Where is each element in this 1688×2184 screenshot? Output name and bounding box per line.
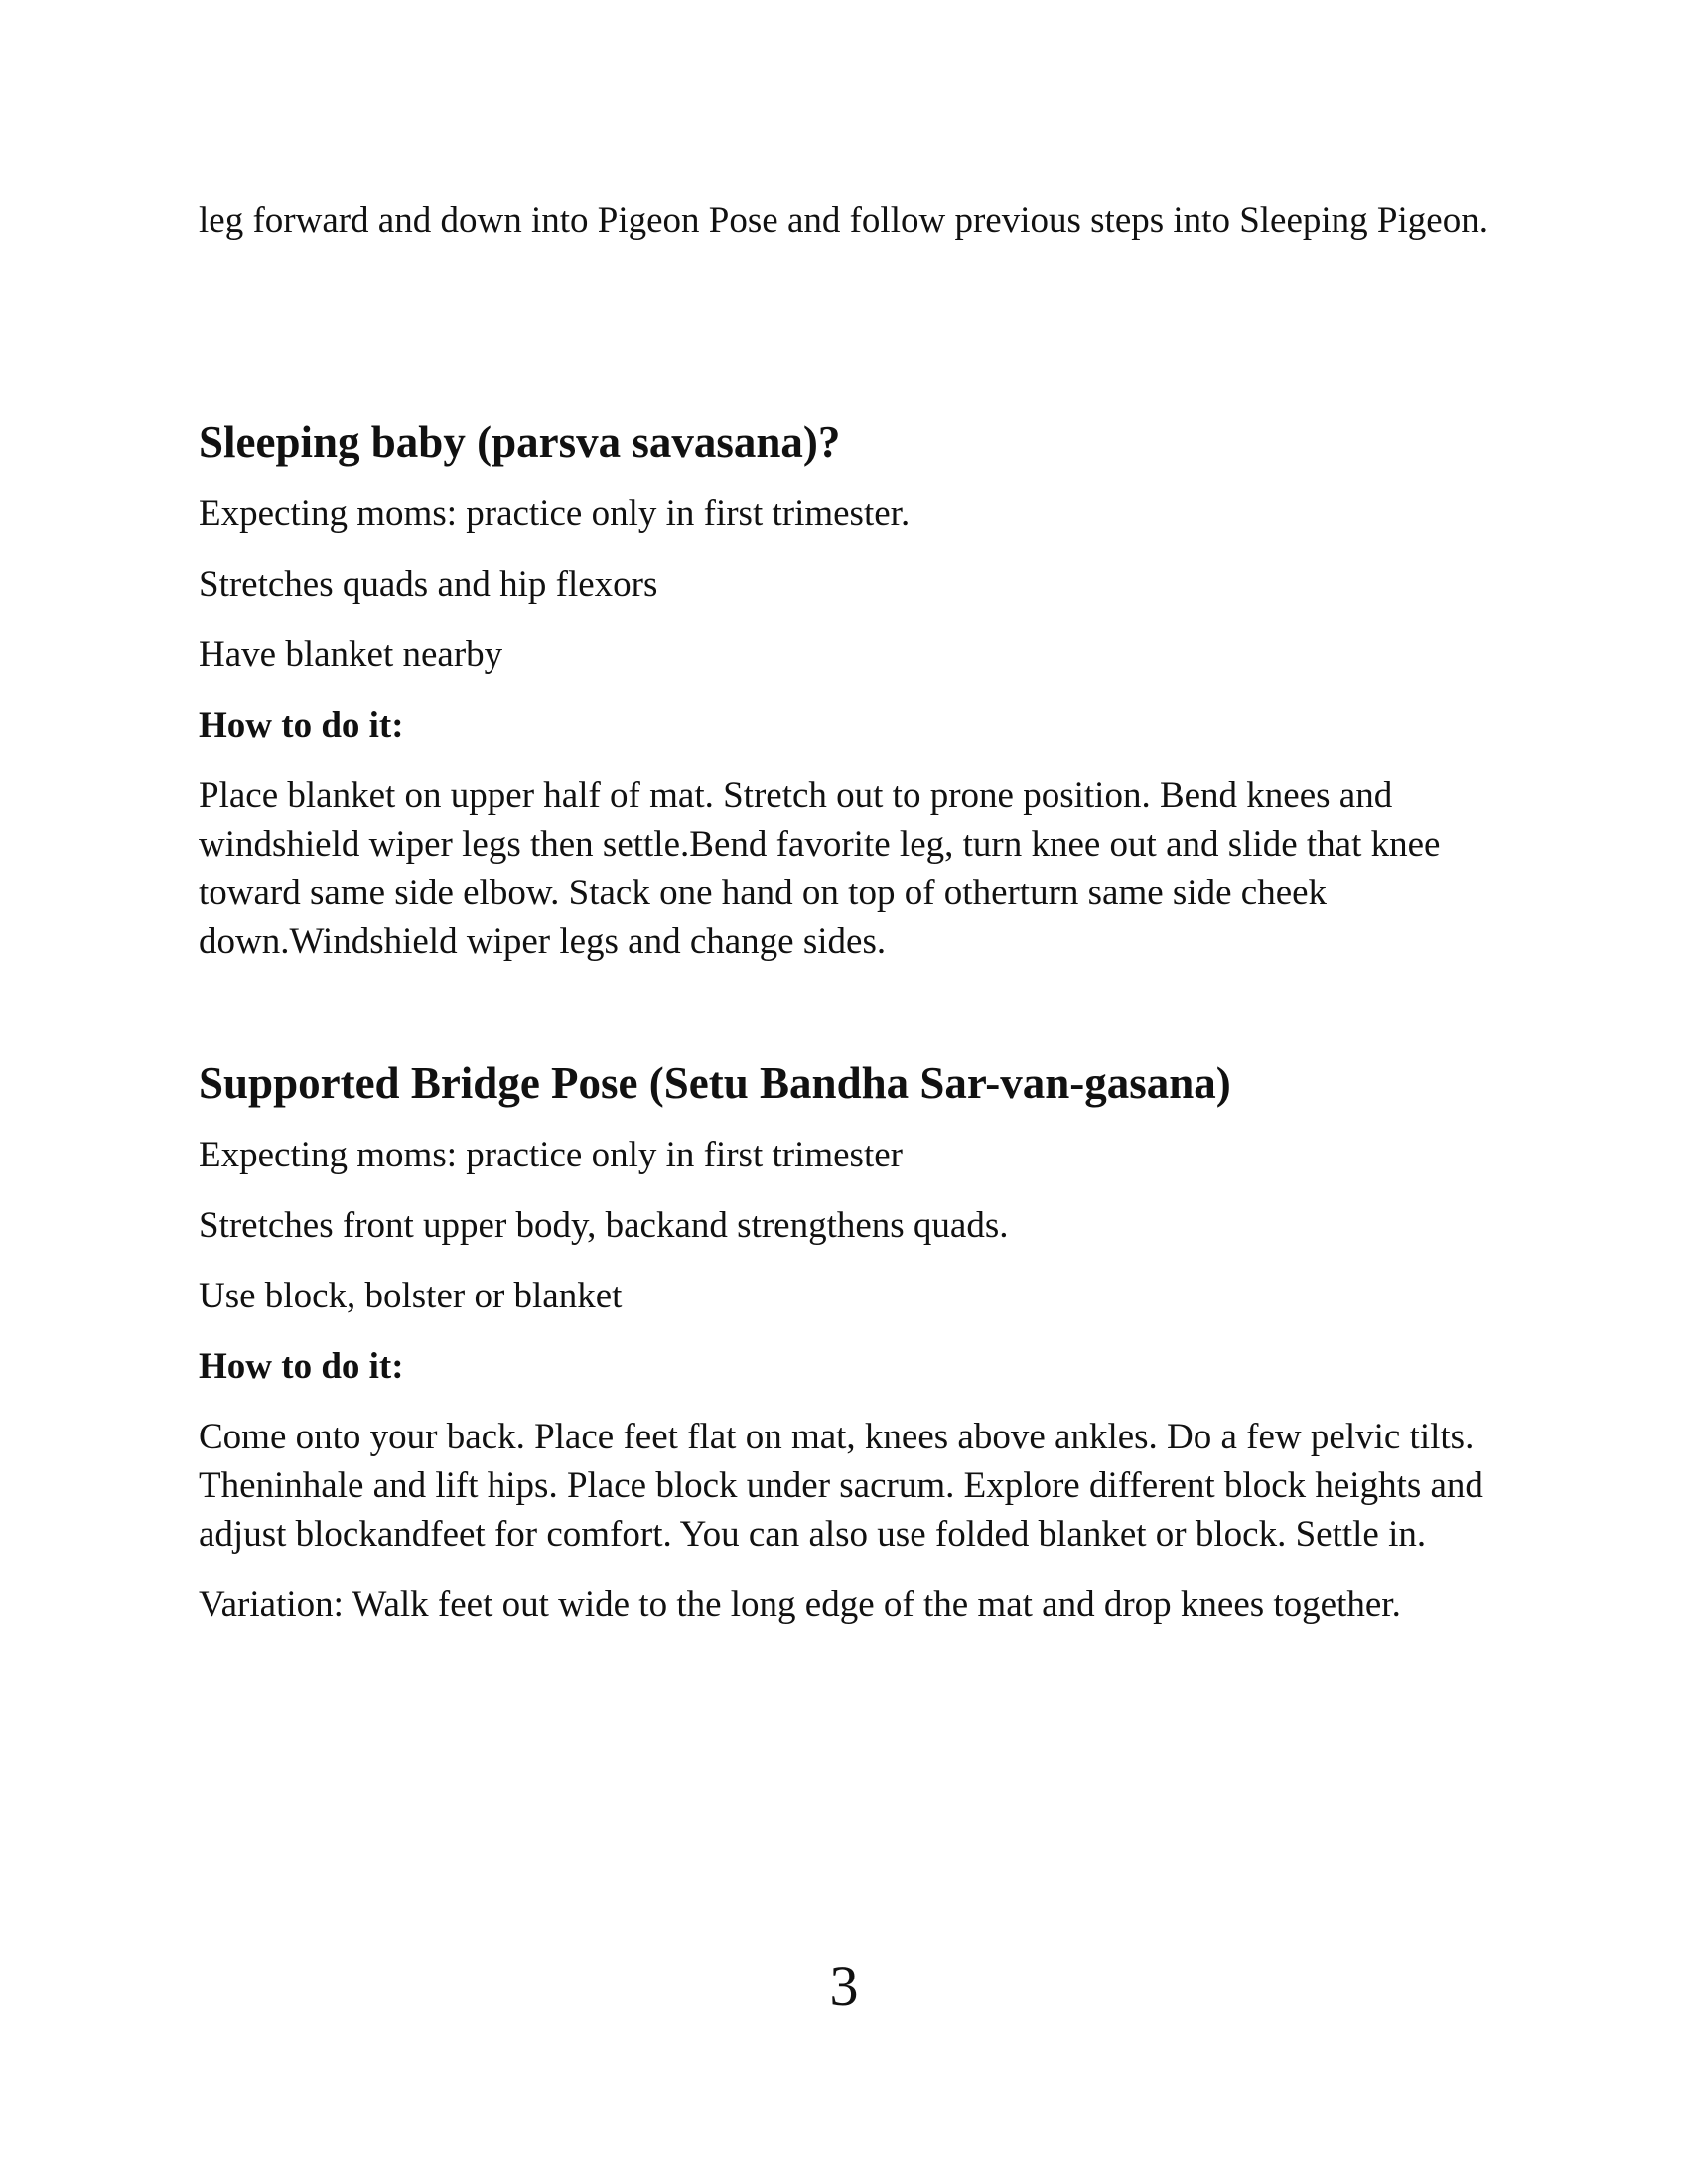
page-number: 3 [829,1954,859,2018]
variation-paragraph: Variation: Walk feet out wide to the long edge of the mat and drop knees together. [199,1584,1401,1625]
how-to-label: How to do it: [199,705,404,746]
section-line: Stretches front upper body, backand strengthens quads. [199,1205,1009,1246]
section-title: Sleeping baby (parsva savasana)? [199,417,841,467]
how-to-label: How to do it: [199,1346,404,1387]
section-supported-bridge [199,1055,1489,1629]
section-line: Stretches quads and hip flexors [199,564,658,605]
instructions-paragraph: Place blanket on upper half of mat. Stretch out to prone position. Bend knees and windshield wiper legs then settle.Bend favorite leg, turn knee out and slide that knee toward same side elbow. Stack one hand on top of otherturn same side cheek down.Windshield wiper legs and change sides. [199,775,1441,962]
instructions-paragraph: Come onto your back. Place feet flat on mat, knees above ankles. Do a few pelvic tilts. Theninhale and lift hips. Place block under sacrum. Explore different block heights and adjust blockandfeet for comfort. You can also use folded blanket or block. Settle in. [199,1417,1483,1555]
intro-continuation-paragraph: leg forward and down into Pigeon Pose and follow previous steps into Sleeping Pigeon. [199,201,1488,241]
section-line: Use block, bolster or blanket [199,1276,623,1316]
page-content [199,197,1489,1651]
section-title: Supported Bridge Pose (Setu Bandha Sar-van-gasana) [199,1058,1231,1108]
section-line: Expecting moms: practice only in first trimester [199,1135,903,1175]
section-line: Expecting moms: practice only in first trimester. [199,493,911,534]
section-sleeping-baby [199,414,1489,966]
section-line: Have blanket nearby [199,634,503,675]
